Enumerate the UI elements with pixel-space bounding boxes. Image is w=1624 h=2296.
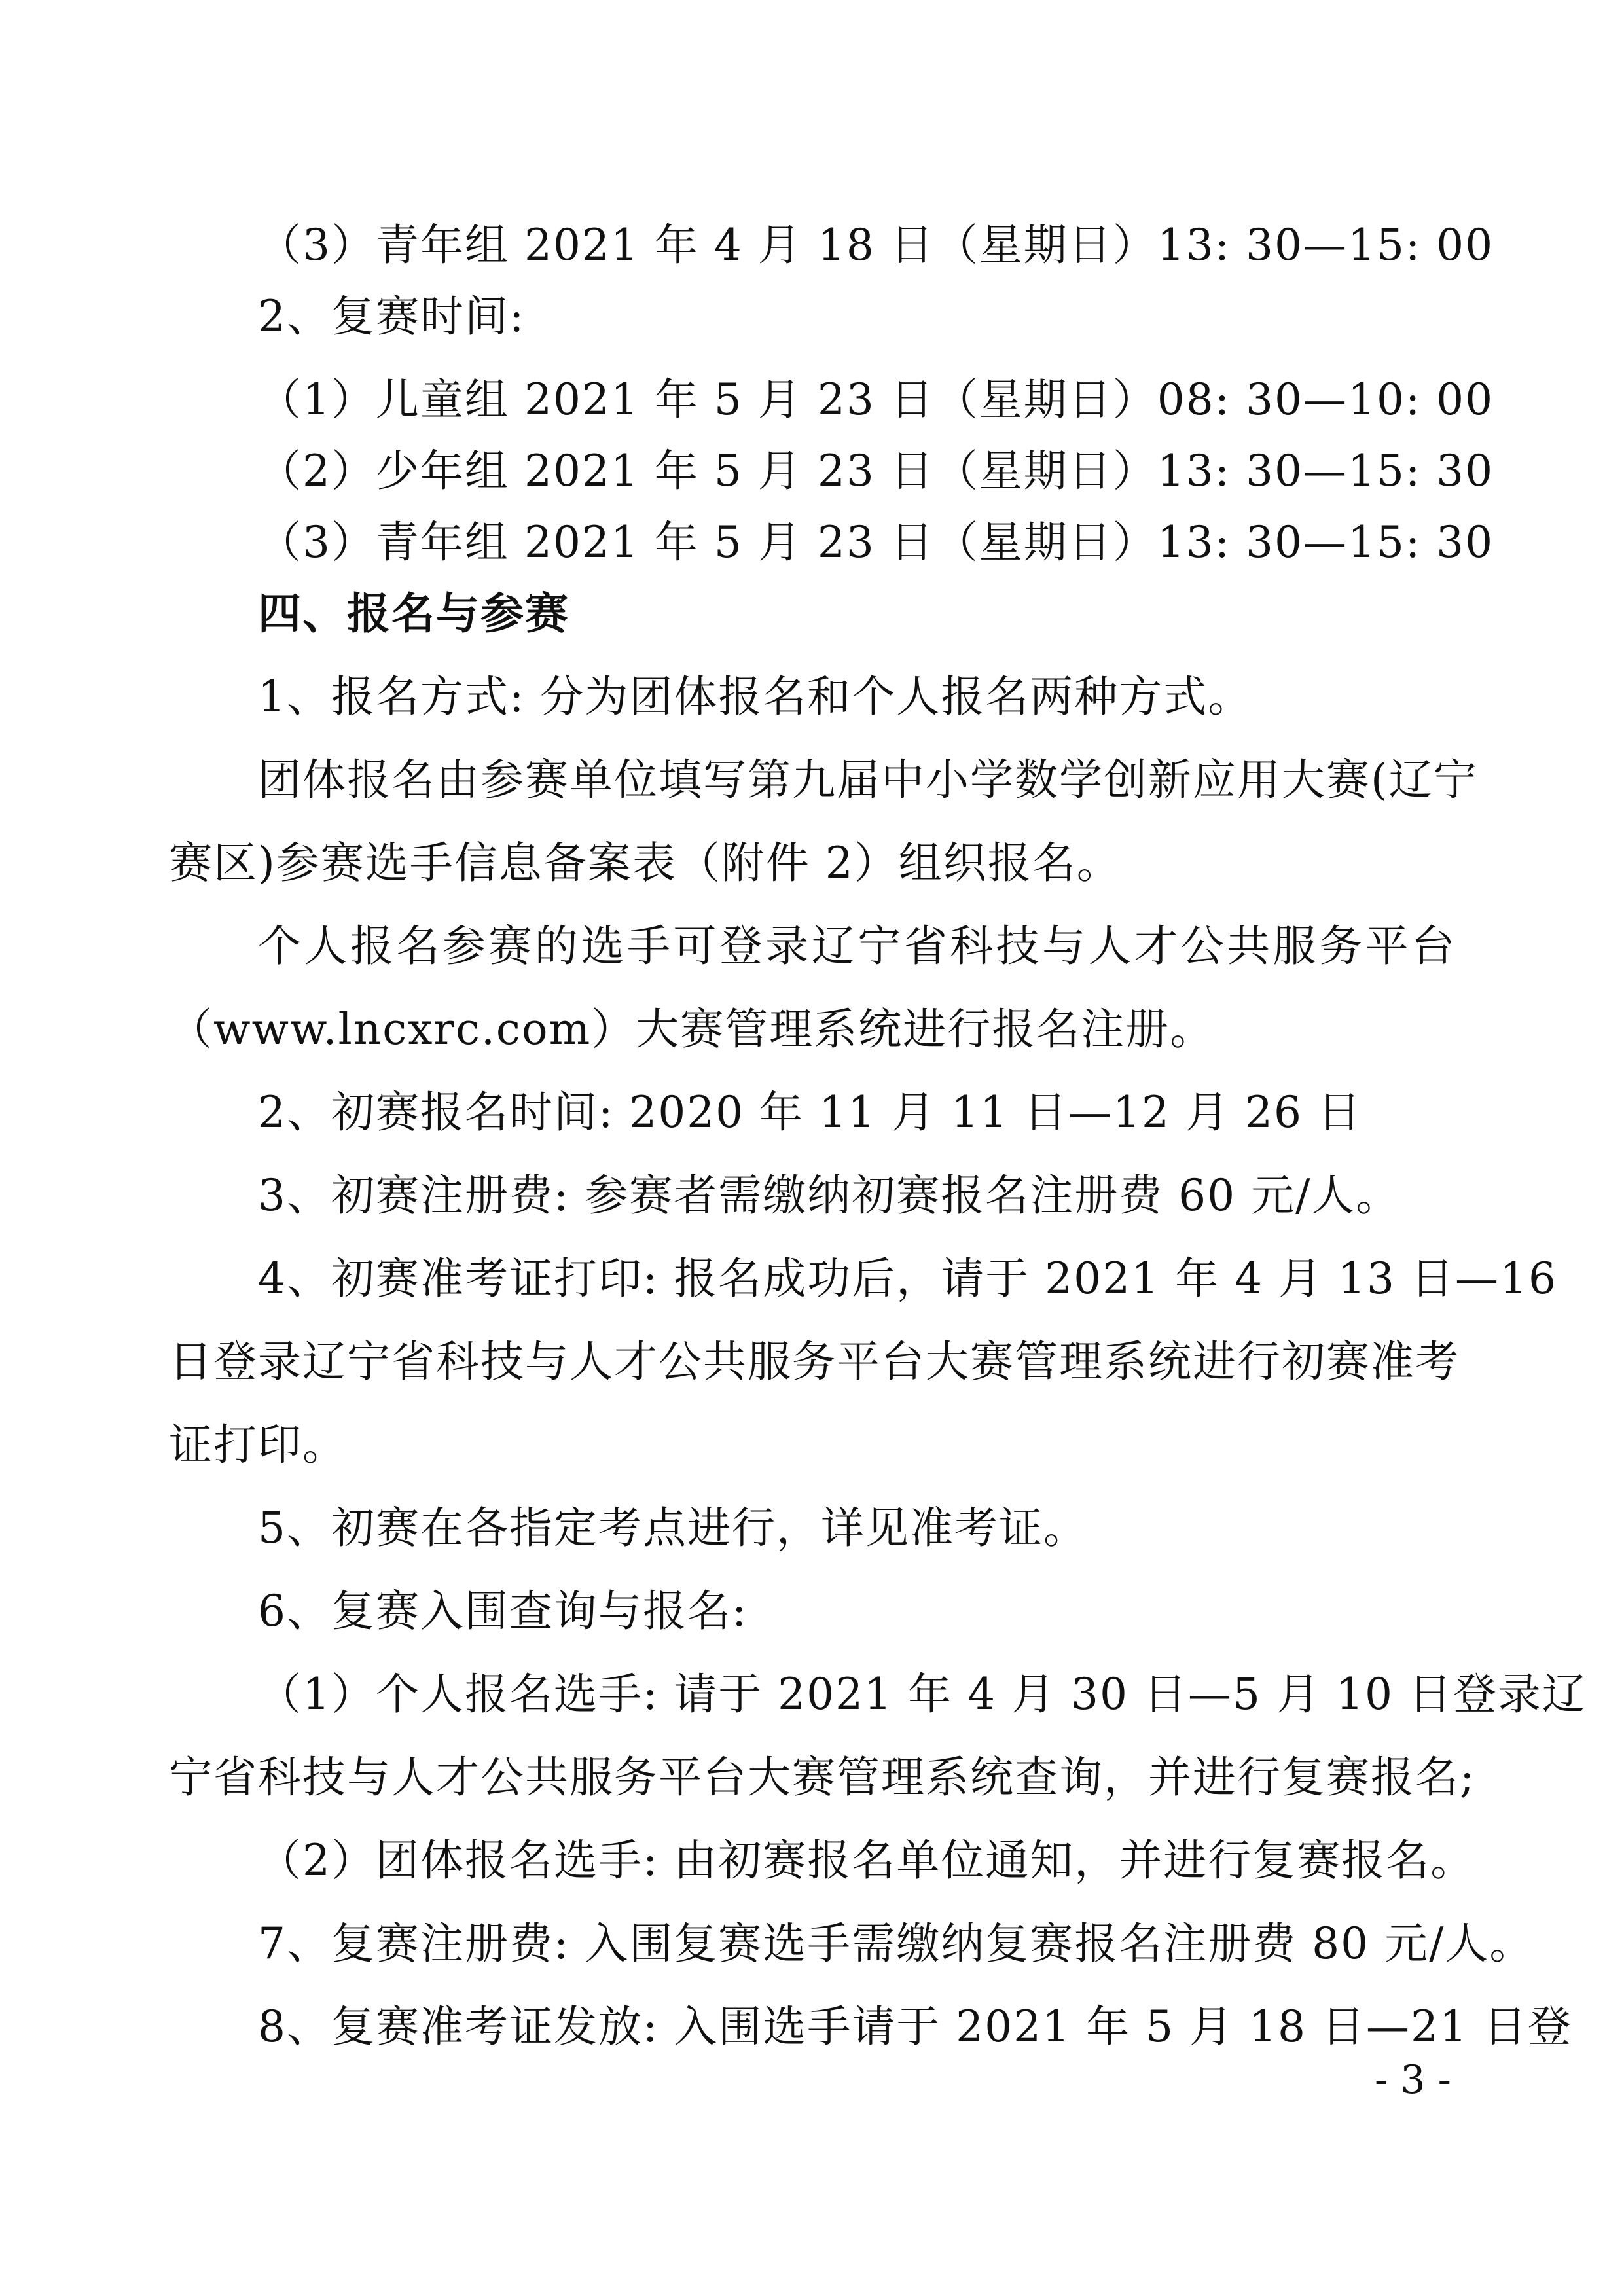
schedule-youth-preliminary: （3）青年组 2021 年 4 月 18 日（星期日）13: 30—15: 00 — [258, 220, 1494, 270]
page-number: - 3 - — [1375, 2057, 1451, 2103]
admission-ticket-print-line-1: 4、初赛准考证打印: 报名成功后，请于 2021 年 4 月 13 日—16 — [258, 1253, 1558, 1304]
group-registration-line-2: 赛区)参赛选手信息备案表（附件 2）组织报名。 — [169, 838, 1121, 888]
section-heading-registration: 四、报名与参赛 — [258, 588, 569, 639]
preliminary-registration-fee: 3、初赛注册费: 参赛者需缴纳初赛报名注册费 60 元/人。 — [258, 1170, 1401, 1221]
schedule-youth-semifinal: （3）青年组 2021 年 5 月 23 日（星期日）13: 30—15: 30 — [258, 517, 1494, 567]
registration-method: 1、报名方式: 分为团体报名和个人报名两种方式。 — [258, 672, 1253, 722]
preliminary-registration-time: 2、初赛报名时间: 2020 年 11 月 11 日—12 月 26 日 — [258, 1087, 1362, 1138]
schedule-junior-semifinal: （2）少年组 2021 年 5 月 23 日（星期日）13: 30—15: 30 — [258, 446, 1494, 496]
semifinal-time-heading: 2、复赛时间: — [258, 291, 526, 342]
semifinal-admission-ticket: 8、复赛准考证发放: 入围选手请于 2021 年 5 月 18 日—21 日登 — [258, 2001, 1572, 2052]
individual-semifinal-query-line-2: 宁省科技与人才公共服务平台大赛管理系统查询，并进行复赛报名; — [169, 1752, 1476, 1803]
individual-semifinal-query-line-1: （1）个人报名选手: 请于 2021 年 4 月 30 日—5 月 10 日登录辽 — [258, 1669, 1587, 1719]
individual-registration-line-2: （www.lncxrc.com）大赛管理系统进行报名注册。 — [169, 1004, 1215, 1054]
preliminary-venue-note: 5、初赛在各指定考点进行，详见准考证。 — [258, 1503, 1088, 1553]
schedule-children-semifinal: （1）儿童组 2021 年 5 月 23 日（星期日）08: 30—10: 00 — [258, 374, 1494, 425]
semifinal-registration-fee: 7、复赛注册费: 入围复赛选手需缴纳复赛报名注册费 80 元/人。 — [258, 1918, 1534, 1969]
group-registration-line-1: 团体报名由参赛单位填写第九届中小学数学创新应用大赛(辽宁 — [258, 755, 1478, 805]
semifinal-query-heading: 6、复赛入围查询与报名: — [258, 1586, 748, 1636]
individual-registration-line-1: 个人报名参赛的选手可登录辽宁省科技与人才公共服务平台 — [258, 921, 1456, 971]
admission-ticket-print-line-3: 证打印。 — [169, 1420, 347, 1470]
admission-ticket-print-line-2: 日登录辽宁省科技与人才公共服务平台大赛管理系统进行初赛准考 — [169, 1336, 1460, 1387]
group-semifinal-query: （2）团体报名选手: 由初赛报名单位通知，并进行复赛报名。 — [258, 1835, 1475, 1886]
